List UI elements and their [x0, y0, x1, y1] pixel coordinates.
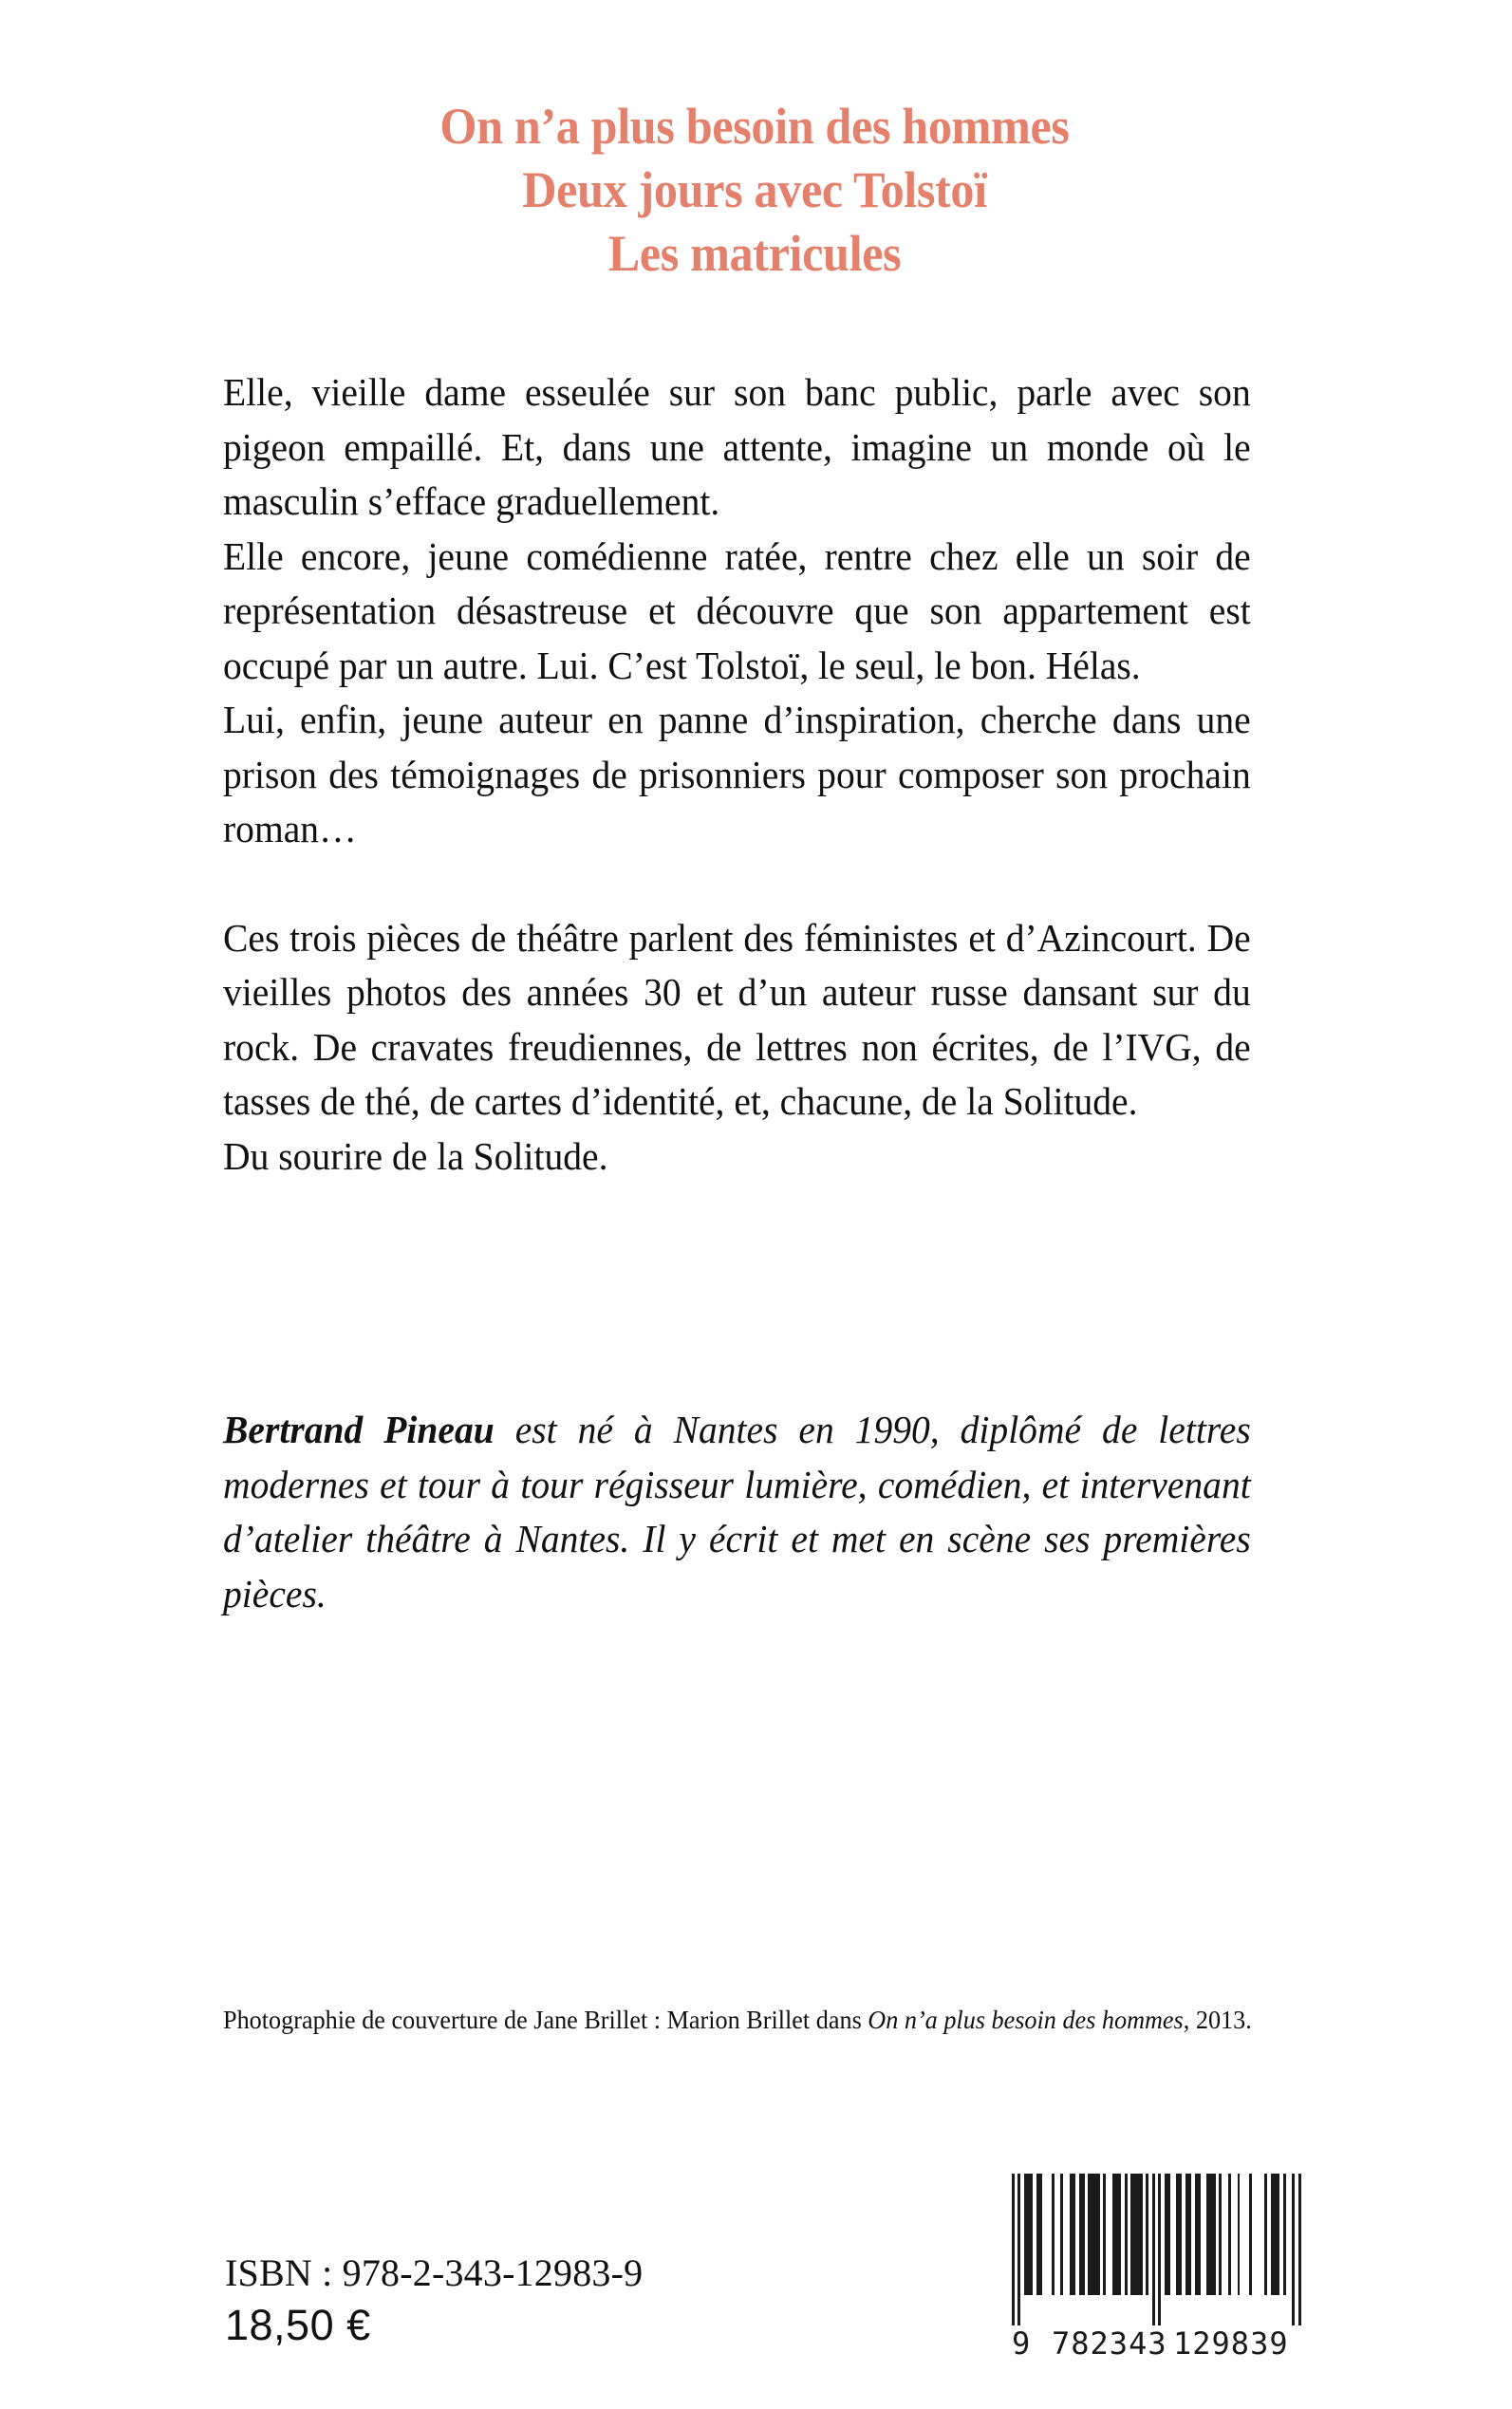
barcode-bar [1298, 2174, 1301, 2325]
paragraph-spacer [223, 857, 1288, 911]
synopsis-paragraph-4: Ces trois pièces de théâtre parlent des féministes et d’Azincourt. De vieilles photos des années 30 et d’un auteur russe dansant sur du rock. De cravates freudiennes, de lettres non écrites, de l’IVG, de tasses de thé, de cartes d’identité, et, chacune, de la Solitude. [223, 915, 1251, 1123]
author-name: Bertrand Pineau [223, 1408, 495, 1451]
barcode-bar [1165, 2174, 1170, 2295]
barcode-bar [1292, 2174, 1295, 2325]
title-line-3: Les matricules [607, 225, 902, 282]
barcode-bars [1012, 2174, 1301, 2325]
barcode-bar [1130, 2174, 1142, 2295]
photo-credit-line [223, 2001, 1256, 2039]
barcode-bar [1206, 2174, 1215, 2295]
barcode-bar [1185, 2174, 1191, 2295]
barcode-bar [1017, 2174, 1020, 2325]
synopsis-paragraph-5: Du sourire de la Solitude. [223, 1133, 608, 1178]
barcode-bar [1264, 2174, 1267, 2295]
photo-credit-suffix: , 2013. [1183, 2006, 1252, 2034]
barcode-bar [1238, 2174, 1241, 2295]
barcode-right-group: 129839 [1173, 2325, 1289, 2362]
title-line-1: On n’a plus besoin des hommes [439, 98, 1070, 155]
synopsis-paragraph-3: Lui, enfin, jeune auteur en panne d’inspiration, cherche dans une prison des témoignages de prisonniers pour composer son prochain roman… [223, 698, 1251, 850]
barcode-bar [1195, 2174, 1201, 2295]
barcode-bar [1219, 2174, 1222, 2295]
isbn-text: ISBN : 978-2-343-12983-9 [225, 2251, 644, 2294]
price-text: 18,50 € [225, 2301, 371, 2349]
title-line-2: Deux jours avec Tolstoï [522, 161, 987, 218]
barcode-bar [1036, 2174, 1042, 2295]
barcode-bar [1249, 2174, 1252, 2295]
barcode-bar [1125, 2174, 1128, 2295]
synopsis-paragraph-1: Elle, vieille dame esseulée sur son banc public, parle avec son pigeon empaillé. Et, dans une attente, imagine un monde où le masculin s’efface graduellement. [223, 370, 1251, 523]
barcode-bar [1079, 2174, 1085, 2295]
barcode-bar [1146, 2174, 1148, 2295]
barcode-bar [1024, 2174, 1033, 2295]
barcode-bar [1070, 2174, 1075, 2295]
photo-credit-block [223, 2001, 1288, 2039]
barcode-bar [1158, 2174, 1161, 2325]
barcode-bar [1103, 2174, 1106, 2295]
barcode-bar [1152, 2174, 1155, 2325]
barcode-bar [1052, 2174, 1055, 2295]
barcode-bar [1271, 2174, 1279, 2295]
barcode-bar [1012, 2174, 1015, 2325]
isbn-barcode [1012, 2174, 1301, 2382]
barcode-bar [1112, 2174, 1121, 2295]
barcode-left-group: 782343 [1052, 2325, 1167, 2362]
author-bio-text: est né à Nantes en 1990, diplômé de lettres modernes et tour à tour régisseur lumière, comédien, et intervenant d’atelier théâtre à Nantes. Il y écrit et met en scène ses premières pièces. [223, 1408, 1251, 1615]
photo-credit-work-title: On n’a plus besoin des hommes [868, 2006, 1184, 2034]
title-block [223, 95, 1286, 286]
barcode-bar [1060, 2174, 1063, 2295]
barcode-lead-digit: 9 [1012, 2325, 1032, 2362]
barcode-digits [1012, 2325, 1301, 2367]
author-bio-paragraph [223, 1403, 1251, 1621]
barcode-bar [1283, 2174, 1286, 2295]
barcode-bar [1176, 2174, 1182, 2295]
author-bio-block [223, 1403, 1288, 1621]
barcode-bar [1088, 2174, 1099, 2295]
synopsis-block [223, 365, 1288, 1184]
photo-credit-prefix: Photographie de couverture de Jane Brillet : Marion Brillet dans [223, 2006, 868, 2034]
synopsis-paragraph-2: Elle encore, jeune comédienne ratée, rentre chez elle un soir de représentation désastreuse et découvre que son appartement est occupé par un autre. Lui. C’est Tolstoï, le seul, le bon. Hélas. [223, 533, 1251, 687]
barcode-bar [1228, 2174, 1231, 2295]
